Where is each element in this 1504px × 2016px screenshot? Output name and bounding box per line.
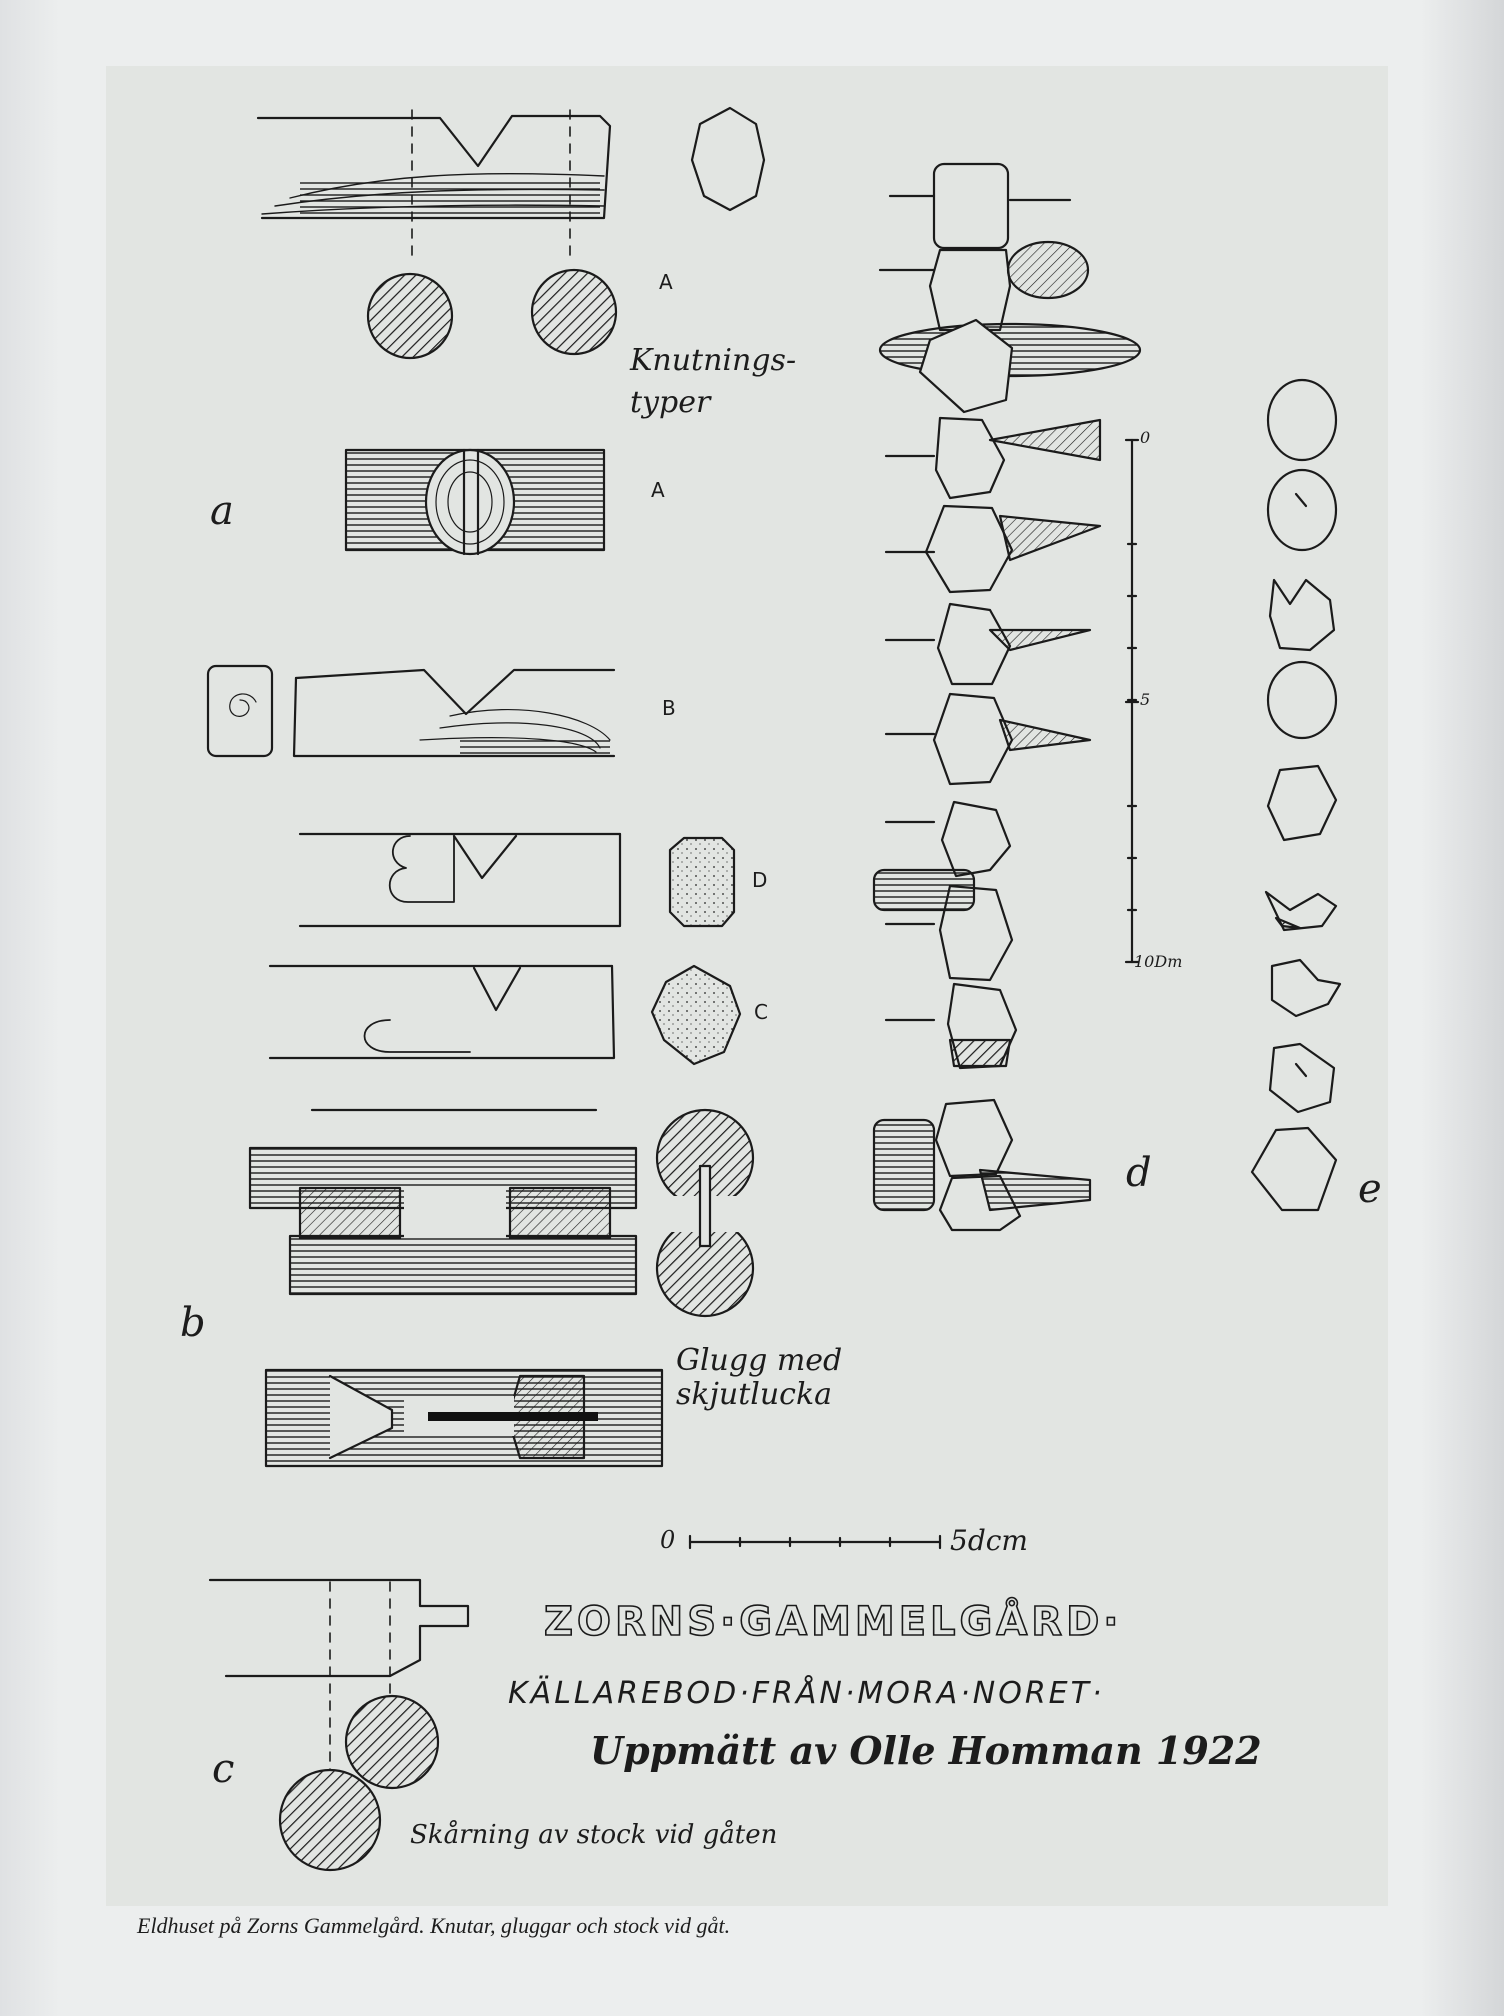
log-section-b xyxy=(208,666,272,756)
glugg-label: Glugg med skjutlucka xyxy=(676,1343,843,1412)
title-line3: Uppmätt av Olle Homman 1922 xyxy=(590,1728,1262,1773)
scale-dm-5: 5 xyxy=(1140,690,1151,709)
label-b: B xyxy=(662,696,676,720)
log-section-hatched-right xyxy=(532,270,616,354)
log-section-outline-top xyxy=(692,108,764,210)
title-line1-outline: ZORNS·GAMMELGÅRD· xyxy=(544,1599,1123,1645)
log-section-c xyxy=(652,966,740,1064)
scale-dm-0: 0 xyxy=(1140,428,1151,447)
label-a-second: A xyxy=(651,478,665,502)
label-c: C xyxy=(754,1000,768,1024)
log-section-b-rings xyxy=(230,694,256,716)
log-section-c-lower xyxy=(280,1770,380,1870)
glugg-cross-section xyxy=(657,1110,753,1316)
log-section-d xyxy=(670,838,734,926)
scale-dm-10: 10Dm xyxy=(1134,952,1183,971)
log-joint-type-d xyxy=(300,834,620,926)
log-stack-column-d xyxy=(874,164,1140,1230)
glugg-skjutlucka-drawing xyxy=(266,1370,662,1466)
skarning-label: Skårning av stock vid gåten xyxy=(410,1820,778,1850)
panel-label-d: d xyxy=(1126,1150,1152,1196)
scale-bar-10dm xyxy=(1126,440,1138,962)
label-d: D xyxy=(752,868,768,892)
log-sections-column-e xyxy=(1252,380,1340,1210)
scale-5dcm-start: 0 xyxy=(660,1526,676,1554)
knutningstyper-label: Knutnings- typer xyxy=(630,343,797,420)
scale-5dcm-end: 5dcm xyxy=(950,1524,1028,1557)
panel-label-e: e xyxy=(1358,1166,1382,1212)
figure-caption: Eldhuset på Zorns Gammelgård. Knutar, gluggar och stock vid gåt. xyxy=(137,1913,731,1938)
scale-bar-5dcm xyxy=(690,1536,940,1548)
log-notch-type-a-elevation xyxy=(258,110,610,255)
panel-label-a: a xyxy=(210,488,234,534)
log-section-hatched-left xyxy=(368,274,452,358)
panel-label-b: b xyxy=(180,1300,206,1346)
glugg-section-b xyxy=(250,1110,636,1294)
log-notch-type-b xyxy=(294,670,614,756)
log-joint-type-c xyxy=(270,966,614,1058)
log-section-c-upper xyxy=(346,1696,438,1788)
label-a-top: A xyxy=(659,270,673,294)
panel-label-c: c xyxy=(212,1746,235,1792)
title-line2: KÄLLAREBOD·FRÅN·MORA·NORET· xyxy=(508,1676,1105,1711)
log-knot-type-a-plan xyxy=(346,450,604,554)
